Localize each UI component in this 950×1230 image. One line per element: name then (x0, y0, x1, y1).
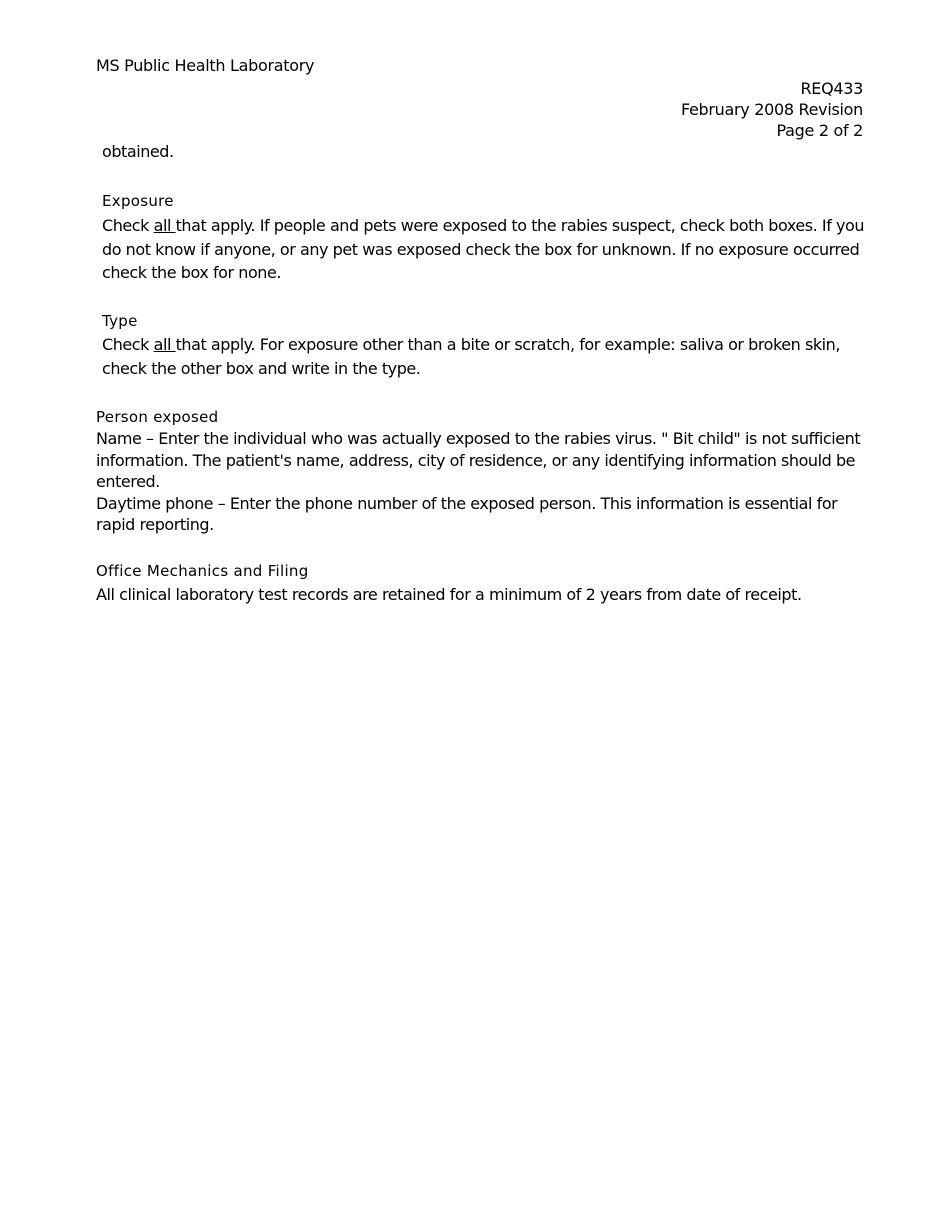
office-mechanics-heading: Office Mechanics and Filing (96, 562, 309, 580)
person-exposed-heading: Person exposed (96, 408, 219, 426)
form-id: REQ433 (800, 79, 863, 98)
person-exposed-body (96, 428, 866, 536)
office-mechanics-text: All clinical laboratory test records are retained for a minimum of 2 years from date of receipt. (96, 585, 802, 604)
exposure-text-post: that apply. If people and pets were exposed to the rabies suspect, check both boxes. If you do not know if anyone, or any pet was exposed check the box for unknown. If no exposure occurred check the box for none. (102, 216, 865, 282)
type-text-post: that apply. For exposure other than a bite or scratch, for example: saliva or broken skin, check the other box and write in the type. (102, 335, 840, 378)
continuation-text: obtained. (102, 142, 174, 161)
exposure-all-emphasis: all (153, 216, 176, 235)
name-instruction: Name – Enter the individual who was actually exposed to the rabies virus. " Bit child" is not sufficient information. The patient's name, address, city of residence, or any identifying information should be entered. (96, 429, 861, 491)
exposure-heading: Exposure (102, 192, 174, 210)
exposure-paragraph (102, 214, 867, 285)
type-paragraph (102, 333, 867, 380)
page-number: Page 2 of 2 (776, 121, 863, 140)
type-all-emphasis: all (153, 335, 176, 354)
type-text-pre: Check (102, 335, 154, 354)
revision-date: February 2008 Revision (680, 100, 863, 119)
daytime-phone-instruction: Daytime phone – Enter the phone number of the exposed person. This information is essential for rapid reporting. (96, 493, 838, 534)
type-heading: Type (102, 312, 138, 330)
document-header-info (681, 78, 863, 141)
exposure-text-pre: Check (102, 216, 154, 235)
organization-name: MS Public Health Laboratory (96, 56, 315, 75)
